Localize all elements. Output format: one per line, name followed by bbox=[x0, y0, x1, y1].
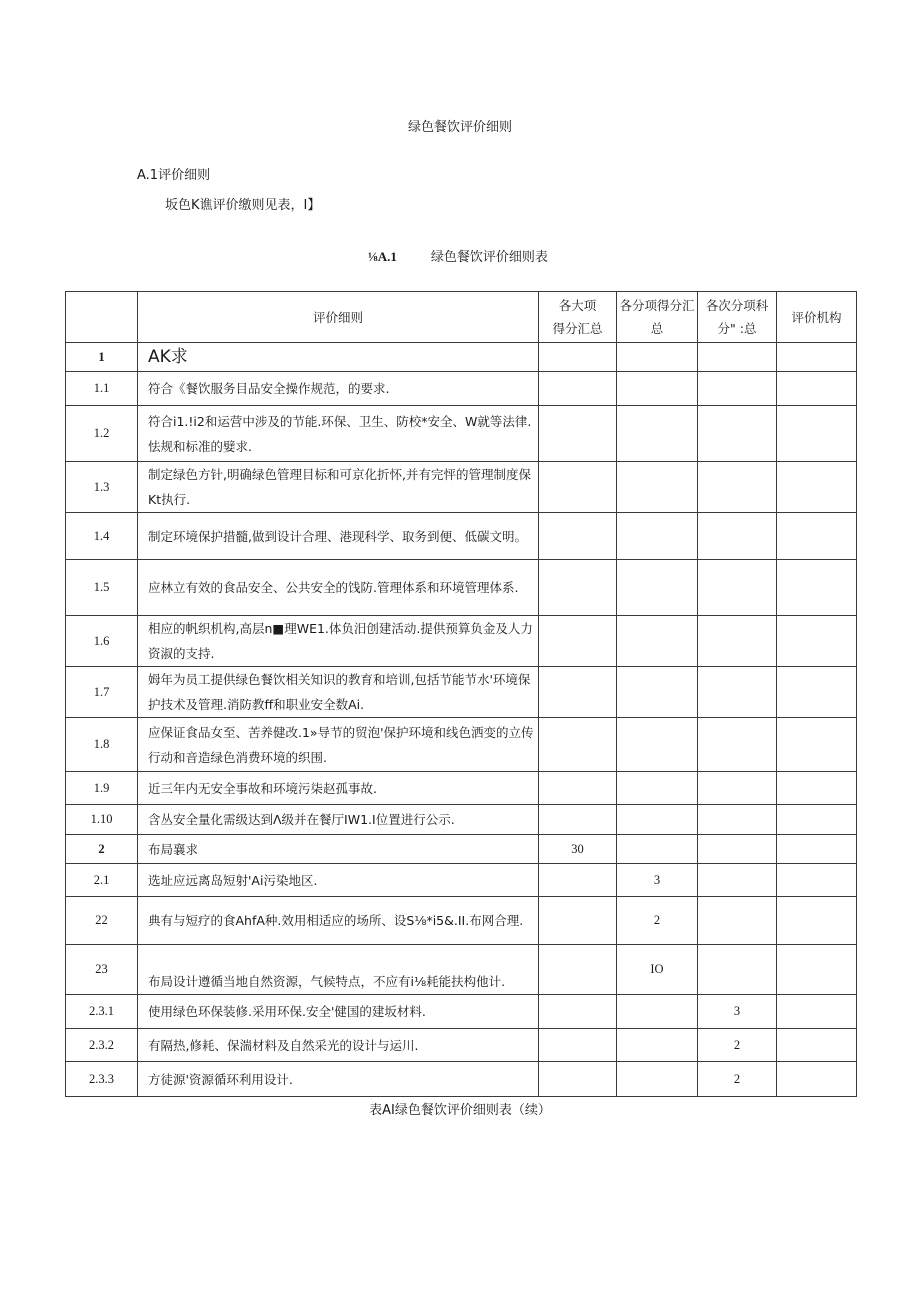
criteria-cell: 制定环境保护措髓,做到设计合理、港现科学、取务到便、低碳文明。 bbox=[138, 513, 539, 560]
organization-cell bbox=[777, 897, 857, 945]
header-minor-score-text: 各次分项科 分" :总 bbox=[705, 298, 769, 336]
minor-score-cell: 2 bbox=[698, 1029, 777, 1062]
major-score-cell bbox=[539, 718, 617, 772]
row-number-cell: 2.3.2 bbox=[66, 1029, 138, 1062]
minor-score-cell bbox=[698, 805, 777, 835]
organization-cell bbox=[777, 406, 857, 462]
minor-score-cell bbox=[698, 835, 777, 864]
row-number-cell: 22 bbox=[66, 897, 138, 945]
table-row bbox=[66, 462, 857, 513]
major-score-cell bbox=[539, 372, 617, 406]
organization-cell bbox=[777, 864, 857, 897]
major-score-cell bbox=[539, 995, 617, 1029]
table-row bbox=[66, 718, 857, 772]
sub-score-cell bbox=[617, 772, 698, 805]
row-number-cell: 1.10 bbox=[66, 805, 138, 835]
sub-score-cell bbox=[617, 406, 698, 462]
header-cell-major-score bbox=[539, 292, 617, 343]
criteria-cell: 典有与短疗的食AhfA种.效用相适应的场所、设S⅛*i5&.II.布网合理. bbox=[138, 897, 539, 945]
organization-cell bbox=[777, 772, 857, 805]
row-number-cell: 1.1 bbox=[66, 372, 138, 406]
criteria-cell: 布局设计遵循当地自然资源，气候特点，不应有i⅛耗能扶构他计. bbox=[138, 945, 539, 995]
sub-score-cell bbox=[617, 667, 698, 718]
header-cell-minor-score bbox=[698, 292, 777, 343]
row-number-cell: 1.4 bbox=[66, 513, 138, 560]
table-row bbox=[66, 1029, 857, 1062]
organization-cell bbox=[777, 372, 857, 406]
organization-cell bbox=[777, 462, 857, 513]
organization-cell bbox=[777, 560, 857, 616]
criteria-cell: 选址应远离岛短射'Ai污染地区. bbox=[138, 864, 539, 897]
sub-score-cell bbox=[617, 372, 698, 406]
row-number-cell: 2 bbox=[66, 835, 138, 864]
row-number-cell: 1.2 bbox=[66, 406, 138, 462]
table-row bbox=[66, 864, 857, 897]
minor-score-cell bbox=[698, 560, 777, 616]
table-caption-number: ⅛A.1 bbox=[368, 249, 397, 264]
header-cell-criteria: 评价细则 bbox=[138, 292, 539, 343]
sub-score-cell: 3 bbox=[617, 864, 698, 897]
row-number-cell: 1.7 bbox=[66, 667, 138, 718]
sub-score-cell bbox=[617, 718, 698, 772]
organization-cell bbox=[777, 945, 857, 995]
criteria-cell: 符合《餐饮服务目品安全操作规范，的要求. bbox=[138, 372, 539, 406]
sub-score-cell bbox=[617, 343, 698, 372]
sub-score-cell bbox=[617, 835, 698, 864]
table-caption bbox=[368, 246, 548, 265]
major-score-cell bbox=[539, 897, 617, 945]
row-number-cell: 2.1 bbox=[66, 864, 138, 897]
major-score-cell bbox=[539, 945, 617, 995]
sub-score-cell bbox=[617, 513, 698, 560]
table-row bbox=[66, 667, 857, 718]
criteria-cell: AK求 bbox=[138, 343, 539, 372]
minor-score-cell bbox=[698, 667, 777, 718]
table-row bbox=[66, 772, 857, 805]
major-score-cell bbox=[539, 864, 617, 897]
major-score-cell bbox=[539, 1029, 617, 1062]
criteria-cell: 相应的帆织机构,高层n■理WE1.体负汨创建活动.提供预算负金及人力资淑的支持. bbox=[138, 616, 539, 667]
major-score-cell bbox=[539, 560, 617, 616]
criteria-cell: 含丛安全量化需级达到Λ级并在餐厅IW1.I位置进行公示. bbox=[138, 805, 539, 835]
sub-score-cell bbox=[617, 616, 698, 667]
organization-cell bbox=[777, 805, 857, 835]
minor-score-cell bbox=[698, 513, 777, 560]
major-score-cell bbox=[539, 513, 617, 560]
table-row bbox=[66, 945, 857, 995]
table-row bbox=[66, 897, 857, 945]
row-number-cell: 23 bbox=[66, 945, 138, 995]
criteria-cell: 应林立有效的食品安全、公共安全的饯防.管理体系和环境管理体系. bbox=[138, 560, 539, 616]
criteria-cell: 方徒源'资源循环利用设计. bbox=[138, 1062, 539, 1097]
major-score-cell bbox=[539, 406, 617, 462]
header-cell-organization: 评价机构 bbox=[777, 292, 857, 343]
organization-cell bbox=[777, 343, 857, 372]
header-cell-number bbox=[66, 292, 138, 343]
minor-score-cell bbox=[698, 864, 777, 897]
sub-score-cell bbox=[617, 805, 698, 835]
sub-score-cell bbox=[617, 1062, 698, 1097]
major-score-cell bbox=[539, 462, 617, 513]
organization-cell bbox=[777, 718, 857, 772]
continuation-caption: 表AI绿色餐饮评价细则表（续） bbox=[369, 1103, 551, 1118]
organization-cell bbox=[777, 1062, 857, 1097]
minor-score-cell bbox=[698, 772, 777, 805]
organization-cell bbox=[777, 1029, 857, 1062]
major-score-cell: 30 bbox=[539, 835, 617, 864]
table-row bbox=[66, 372, 857, 406]
table-row bbox=[66, 616, 857, 667]
row-number-cell: 1.9 bbox=[66, 772, 138, 805]
major-score-cell bbox=[539, 1062, 617, 1097]
criteria-cell: 姆年为员工提供绿色餐饮相关知识的教育和培训,包括节能节水'环境保护技术及管理.消防教ff和职业安全数Ai. bbox=[138, 667, 539, 718]
row-number-cell: 2.3.3 bbox=[66, 1062, 138, 1097]
major-score-cell bbox=[539, 805, 617, 835]
minor-score-cell bbox=[698, 462, 777, 513]
evaluation-table bbox=[65, 291, 857, 1097]
table-row bbox=[66, 343, 857, 372]
organization-cell bbox=[777, 835, 857, 864]
sub-score-cell bbox=[617, 462, 698, 513]
criteria-cell: 制定绿色方针,明确绿色管理目标和可京化折怀,并有完怦的管理制度保Kt执行. bbox=[138, 462, 539, 513]
section-heading: A.1评价细则 bbox=[137, 168, 211, 183]
table-row bbox=[66, 560, 857, 616]
table-header-row bbox=[66, 292, 857, 343]
major-score-cell bbox=[539, 772, 617, 805]
table-row bbox=[66, 835, 857, 864]
table-row bbox=[66, 1062, 857, 1097]
row-number-cell: 1.5 bbox=[66, 560, 138, 616]
document-title: 绿色餐饮评价细则 bbox=[407, 120, 512, 135]
minor-score-cell bbox=[698, 945, 777, 995]
row-number-cell: 1.3 bbox=[66, 462, 138, 513]
sub-score-cell bbox=[617, 560, 698, 616]
organization-cell bbox=[777, 667, 857, 718]
criteria-cell: 应保证食品女至、苦养健改.1»导节的贸泡'保护环境和线色洒变的立传行动和音造绿色消费环境的织围. bbox=[138, 718, 539, 772]
header-cell-sub-score bbox=[617, 292, 698, 343]
major-score-cell bbox=[539, 616, 617, 667]
sub-score-cell: IO bbox=[617, 945, 698, 995]
organization-cell bbox=[777, 995, 857, 1029]
sub-score-cell: 2 bbox=[617, 897, 698, 945]
major-score-cell bbox=[539, 667, 617, 718]
sub-score-cell bbox=[617, 1029, 698, 1062]
criteria-cell: 近三年内无安全事故和环境污柒赵孤事故. bbox=[138, 772, 539, 805]
major-score-cell bbox=[539, 343, 617, 372]
sub-score-cell bbox=[617, 995, 698, 1029]
minor-score-cell bbox=[698, 406, 777, 462]
minor-score-cell bbox=[698, 616, 777, 667]
table-row bbox=[66, 513, 857, 560]
intro-text: 坂色K谯评价缴则见表，I】 bbox=[165, 198, 321, 213]
header-sub-score-text: 各分项得分汇 总 bbox=[619, 298, 695, 336]
row-number-cell: 1.8 bbox=[66, 718, 138, 772]
criteria-cell: 布局襄求 bbox=[138, 835, 539, 864]
minor-score-cell: 3 bbox=[698, 995, 777, 1029]
minor-score-cell bbox=[698, 372, 777, 406]
minor-score-cell bbox=[698, 718, 777, 772]
row-number-cell: 1 bbox=[66, 343, 138, 372]
header-major-score-text: 各大项 得分汇总 bbox=[552, 298, 603, 336]
minor-score-cell bbox=[698, 897, 777, 945]
criteria-cell: 使用绿色环保装修.采用环保.安全'健国的建坂材料. bbox=[138, 995, 539, 1029]
criteria-cell: 符合i1.!i2和运营中涉及的节能.环保、卫生、防校*安全、W就等法律.怯规和标准的嬖求. bbox=[138, 406, 539, 462]
criteria-cell: 有隔热,修耗、保湍材料及自然采光的设计与运川. bbox=[138, 1029, 539, 1062]
table-caption-title: 绿色餐饮评价细则表 bbox=[430, 250, 548, 265]
minor-score-cell: 2 bbox=[698, 1062, 777, 1097]
organization-cell bbox=[777, 513, 857, 560]
organization-cell bbox=[777, 616, 857, 667]
table-row bbox=[66, 805, 857, 835]
row-number-cell: 2.3.1 bbox=[66, 995, 138, 1029]
table-row bbox=[66, 995, 857, 1029]
table-row bbox=[66, 406, 857, 462]
row-number-cell: 1.6 bbox=[66, 616, 138, 667]
minor-score-cell bbox=[698, 343, 777, 372]
